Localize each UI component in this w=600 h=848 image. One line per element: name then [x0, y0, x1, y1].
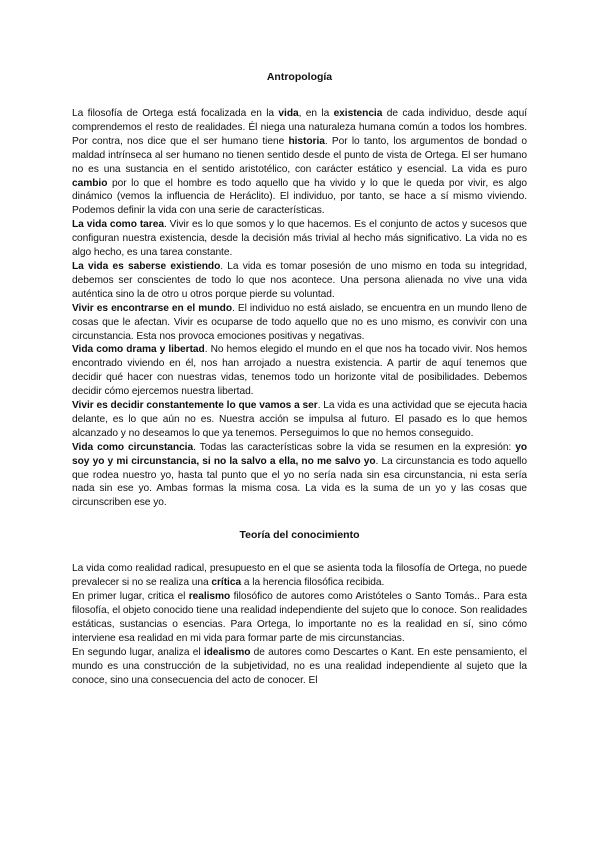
bold-term-critica: crítica: [211, 577, 242, 589]
bold-heading-saberse-existiendo: La vida es saberse existiendo: [72, 260, 221, 272]
bold-term-historia: historia: [288, 135, 325, 147]
text-span: de cada individuo, desde aquí comprendemos el resto de realidades. Él niega una naturaleza humana común a todos los hombres. Por contra, nos dice que el ser humano tiene: [72, 108, 527, 147]
text-span: La filosofía de Ortega está focalizada en la: [72, 108, 279, 119]
bold-quote-yo-soy-yo: yo soy yo y mi circunstancia, si no la salvo a ella, no me salvo yo: [72, 441, 527, 467]
document-page: [72, 70, 527, 687]
text-span: . La vida es una actividad que se ejecuta hacia delante, es lo que aún no es. Nuestra acción se impulsa al futuro. El pasado es lo que hemos alcanzado y no deseamos lo que ya tenemos. Perseguimos lo que no hemos conseguido.: [72, 400, 528, 439]
section-title-teoria-conocimiento: Teoría del conocimiento: [239, 529, 360, 542]
text-span: . Todas las características sobre la vida se resumen en la expresión:: [193, 441, 516, 453]
paragraph-vida-tarea: [72, 218, 527, 260]
paragraph-decidir-ser: [72, 399, 527, 441]
text-span: . La vida es tomar posesión de uno mismo en toda su integridad, debemos ser conscientes de todo lo que nos acontece. Una persona alienada no vive una vida auténtica sino la de otro u otros porque pierde su voluntad.: [72, 260, 527, 300]
bold-term-realismo: realismo: [188, 591, 231, 603]
text-span: . Por lo tanto, los argumentos de bondad o maldad intrínseca al ser humano no tienen sentido desde el punto de vista de Ortega. El ser humano no es una sustancia en el sentido aristotélico, con carácter estático y esencial. La vida es puro: [72, 135, 527, 175]
bold-term-existencia: existencia: [333, 108, 383, 119]
bold-heading-vida-tarea: La vida como tarea: [72, 219, 164, 231]
bold-term-cambio: cambio: [72, 177, 108, 189]
text-span: filosófico de autores como Aristóteles o Santo Tomás.. Para esta filosofía, el objeto conocido tiene una realidad independiente del sujeto que lo conoce. Son realidades estáticas, sustancias o esencias. Para Ortega, lo importante no es la realidad en sí, sino cómo interviene esa realidad en mi vida para formar parte de mis circunstancias.: [72, 591, 527, 644]
paragraph-drama-libertad: [72, 343, 527, 399]
bold-heading-drama-libertad: Vida como drama y libertad: [72, 344, 205, 356]
bold-heading-encontrarse-mundo: Vivir es encontrarse en el mundo: [72, 302, 232, 314]
text-span: La vida como realidad radical, presupuesto en el que se asienta toda la filosofía de Ortega, no puede prevalecer si no se realiza una: [72, 563, 527, 589]
text-span: a la herencia filosófica recibida.: [241, 577, 385, 589]
section-title-antropologia: Antropología: [266, 71, 333, 83]
paragraph-encontrarse-mundo: [72, 302, 527, 344]
text-span: En primer lugar, critica el: [72, 591, 189, 603]
text-span: . No hemos elegido el mundo en el que nos ha tocado vivir. Nos hemos encontrado viviendo en él, nos han arrojado a nuestra existencia. A partir de aquí tenemos que decidir qué hacer con nuestras vidas, tenemos todo un horizonte vital de posibilidades. Debemos decidir cómo ejercemos nuestra libertad.: [72, 344, 528, 398]
bold-term-vida: vida: [278, 108, 299, 119]
text-span: . El individuo no está aislado, se encuentra en un mundo lleno de cosas que le afectan. Vivir es ocuparse de todo aquello que no es uno mismo, es convivir con una circunstancia. Esta nos provoca emociones positivas y negativas.: [72, 302, 527, 342]
paragraph-intro-vida: [72, 107, 527, 218]
text-span: En segundo lugar, analiza el: [72, 646, 204, 658]
text-span: . La circunstancia es todo aquello que rodea nuestro yo, hasta tal punto que el yo no sería nada sin esa circunstancia, ni esta sería nada sin ese yo. Ambas formas la misma cosa. La vida es la suma de un yo y las cosas que circunscriben ese yo.: [72, 455, 527, 509]
text-span: . Vivir es lo que somos y lo que hacemos. Es el conjunto de actos y sucesos que configuran nuestra existencia, desde la decisión más trivial al hecho más significativo. La vida no es algo hecho, es una tarea constante.: [72, 219, 527, 259]
bold-heading-decidir-ser: Vivir es decidir constantemente lo que vamos a ser: [72, 400, 318, 412]
text-span: por lo que el hombre es todo aquello que ha vivido y lo que le queda por vivir, es algo dinámico (vemos la influencia de Heráclito). El individuo, por tanto, se hace a sí mismo viviendo. Podemos definir la vida con una serie de características.: [72, 177, 527, 217]
bold-term-idealismo: idealismo: [203, 646, 251, 658]
paragraph-critica: [72, 562, 527, 590]
bold-heading-circunstancia: Vida como circunstancia: [72, 441, 194, 453]
paragraph-realismo: [72, 590, 527, 646]
text-span: de autores como Descartes o Kant. En este pensamiento, el mundo es una construcción de la subjetividad, no es una realidad independiente al sujeto que la conoce, sino una consecuencia del acto de conocer. El: [72, 646, 527, 686]
paragraph-saberse-existiendo: [72, 260, 527, 302]
paragraph-idealismo: [72, 646, 527, 688]
text-span: , en la: [298, 108, 334, 119]
paragraph-circunstancia: [72, 441, 527, 511]
